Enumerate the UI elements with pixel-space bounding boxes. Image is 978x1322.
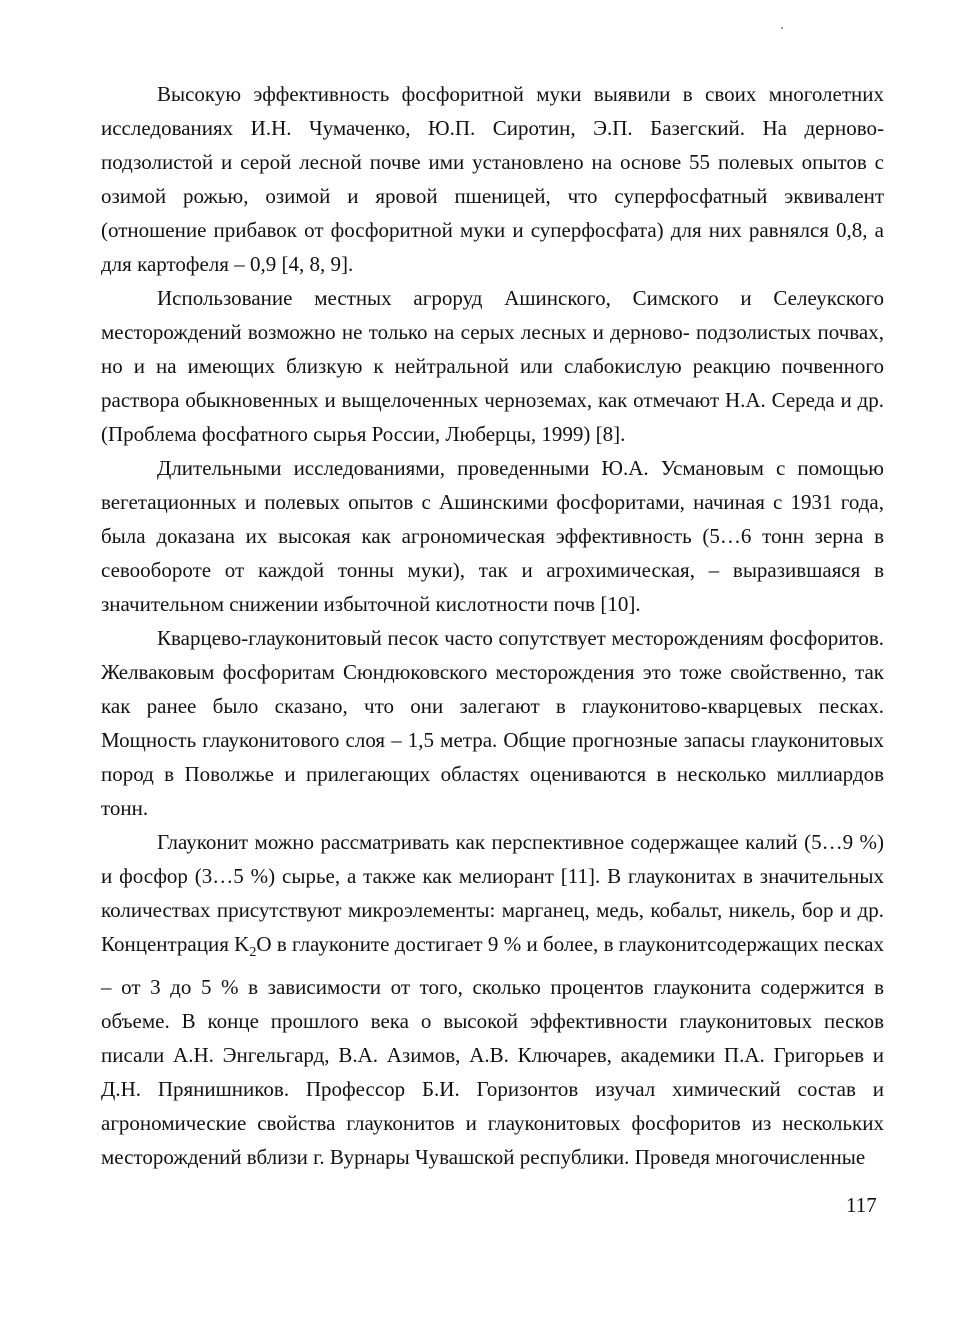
- paragraph-5-part-2: O в глауконите достигает 9 % и более, в глауконитсодержащих песках – от 3 до 5 % в зависимости от того, сколько процентов глауконита содержится в объеме. В конце прошлого века о высокой эффективности глауконитовых песков писали А.Н. Энгельгард, В.А. Азимов, А.В. Ключарев, академики П.А. Григорьев и Д.Н. Прянишников. Профессор Б.И. Горизонтов изучал химический состав и агрономические свойства глауконитов и глауконитовых фосфоритов из нескольких месторождений вблизи г. Вурнары Чувашской республики. Проведя многочисленные: [101, 932, 884, 1170]
- paragraph-3: Длительными исследованиями, проведенными Ю.А. Усмановым с помощью вегетационных и полевых опытов с Ашинскими фосфоритами, начиная с 1931 года, была доказана их высокая как агрономическая эффективность (5…6 тонн зерна в севообороте от каждой тонны муки), так и агрохимическая, – выразившаяся в значительном снижении избыточной кислотности почв [10].: [101, 456, 884, 616]
- body-text: [101, 77, 884, 1174]
- paragraph-1: Высокую эффективность фосфоритной муки выявили в своих многолетних исследованиях И.Н. Чумаченко, Ю.П. Сиротин, Э.П. Базегский. На дерново-подзолистой и серой лесной почве ими установлено на основе 55 полевых опытов с озимой рожью, озимой и яровой пшеницей, что суперфосфатный эквивалент (отношение прибавок от фосфоритной муки и суперфосфата) для них равнялся 0,8, а для картофеля – 0,9 [4, 8, 9].: [101, 82, 884, 276]
- potassium-oxide-subscript: 2: [249, 945, 257, 961]
- paragraph-4: Кварцево-глауконитовый песок часто сопутствует месторождениям фосфоритов. Желваковым фосфоритам Сюндюковского месторождения это тоже свойственно, так как ранее было сказано, что они залегают в глауконитово-кварцевых песках. Мощность глауконитового слоя – 1,5 метра. Общие прогнозные запасы глауконитовых пород в Поволжье и прилегающих областях оцениваются в несколько миллиардов тонн.: [101, 626, 884, 820]
- paragraph-2: Использование местных агроруд Ашинского, Симского и Селеукского месторождений возможно не только на серых лесных и дерново- подзолистых почвах, но и на имеющих близкую к нейтральной или слабокислую реакцию почвенного раствора обыкновенных и выщелоченных черноземах, как отмечают Н.А. Середа и др. (Проблема фосфатного сырья России, Люберцы, 1999) [8].: [101, 286, 884, 446]
- page-number: 117: [846, 1193, 877, 1217]
- paragraph-5: [101, 825, 884, 1174]
- scan-speck: [781, 27, 783, 29]
- paragraph-5-part-1: Глауконит можно рассматривать как перспективное содержащее калий (5…9 %) и фосфор (3…5 %) сырье, а также как мелиорант [11]. В глауконитах в значительных количествах присутствуют микроэлементы: марганец, медь, кобальт, никель, бор и др. Концентрация K: [101, 830, 884, 956]
